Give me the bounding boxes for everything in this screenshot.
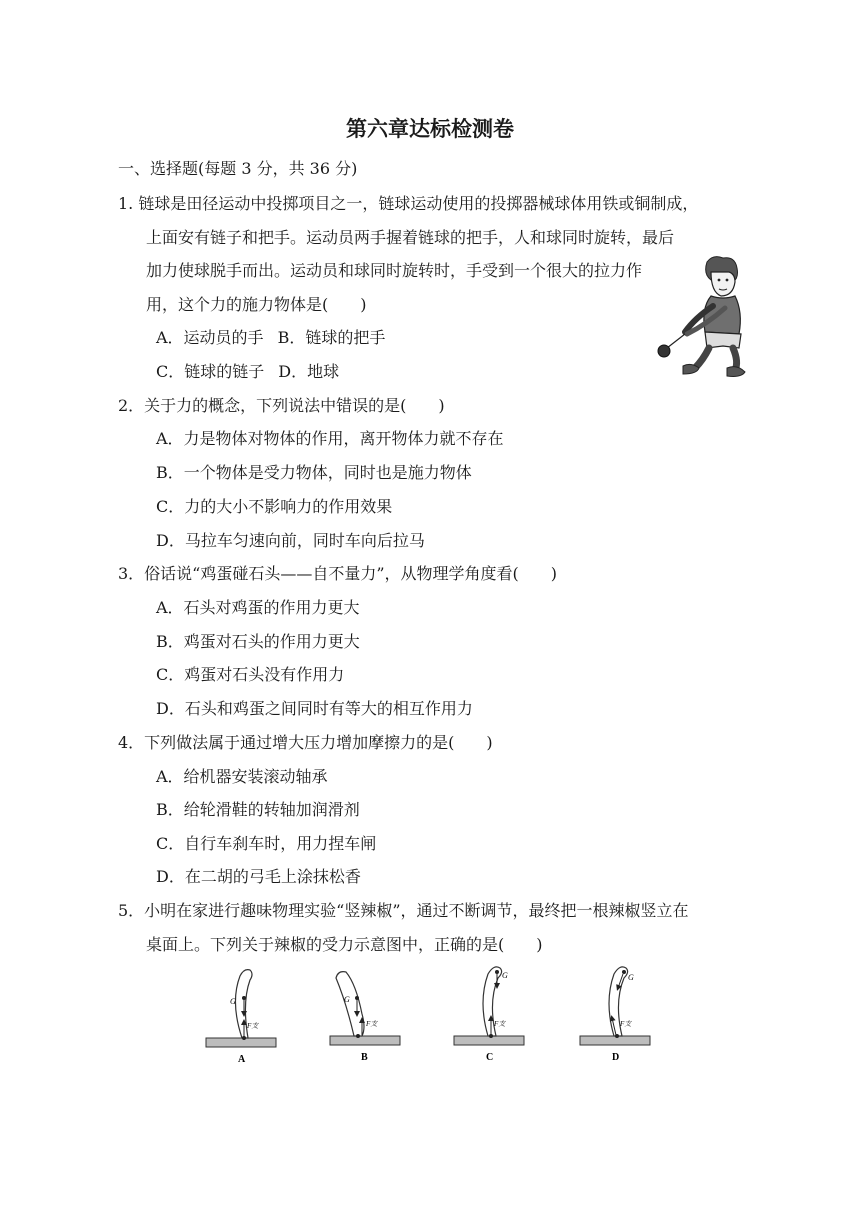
question-1-line-2: 上面安有链子和把手。运动员两手握着链球的把手，人和球同时旋转，最后	[146, 228, 675, 247]
diagram-c-label: C	[486, 1052, 494, 1063]
question-1-option-d: D．地球	[278, 362, 340, 381]
diagram-a-f-label: F支	[247, 1022, 259, 1030]
diagram-a-g-label: G	[230, 997, 236, 1006]
diagram-c	[454, 967, 524, 1063]
question-1-option-c: C．链球的链子	[156, 362, 265, 381]
question-1-options-row-1	[156, 328, 385, 348]
question-1-line-3: 加力使球脱手而出。运动员和球同时旋转时，手受到一个很大的拉力作	[146, 261, 643, 280]
diagram-a	[206, 970, 276, 1065]
question-4-option-a: A．给机器安装滚动轴承	[156, 767, 328, 786]
question-4-option-d: D．在二胡的弓毛上涂抹松香	[156, 867, 361, 886]
question-1-option-a: A．运动员的手	[156, 328, 264, 347]
diagram-a-label: A	[238, 1054, 246, 1065]
question-3-option-d: D．石头和鸡蛋之间同时有等大的相互作用力	[156, 699, 473, 718]
question-2-option-c: C．力的大小不影响力的作用效果	[156, 497, 393, 516]
question-1-line-4: 用，这个力的施力物体是( )	[146, 295, 367, 314]
question-5-line-1: 5．小明在家进行趣味物理实验“竖辣椒”，通过不断调节，最终把一根辣椒竖立在	[118, 901, 689, 920]
diagram-b-f-label: F支	[366, 1020, 378, 1028]
diagram-d-label: D	[612, 1052, 620, 1063]
diagram-d-f-label: F支	[620, 1020, 632, 1028]
question-2-option-d: D．马拉车匀速向前，同时车向后拉马	[156, 531, 425, 550]
question-1-option-b: B．链球的把手	[277, 328, 386, 347]
question-2-option-b: B．一个物体是受力物体，同时也是施力物体	[156, 463, 472, 482]
question-1-options-row-2	[156, 362, 339, 382]
question-2-stem: 2．关于力的概念，下列说法中错误的是( )	[118, 396, 445, 415]
question-3-option-b: B．鸡蛋对石头的作用力更大	[156, 632, 360, 651]
page-title: 第六章达标检测卷	[346, 117, 514, 141]
diagram-c-f-label: F支	[494, 1020, 506, 1028]
diagram-c-g-label: G	[502, 971, 508, 980]
question-3-option-a: A．石头对鸡蛋的作用力更大	[156, 598, 360, 617]
question-5-line-2: 桌面上。下列关于辣椒的受力示意图中，正确的是( )	[146, 935, 543, 954]
question-4-option-c: C．自行车刹车时，用力捏车闸	[156, 834, 377, 853]
diagram-d-g-label: G	[628, 973, 634, 982]
section-heading: 一、选择题(每题 3 分，共 36 分)	[118, 159, 358, 178]
diagram-d	[580, 967, 650, 1063]
diagram-b	[330, 972, 400, 1063]
question-3-stem: 3．俗话说“鸡蛋碰石头——自不量力”，从物理学角度看( )	[118, 564, 558, 583]
question-4-option-b: B．给轮滑鞋的转轴加润滑剂	[156, 800, 360, 819]
question-3-option-c: C．鸡蛋对石头没有作用力	[156, 665, 345, 684]
pepper-force-diagrams-figure	[200, 962, 660, 1072]
question-1-line-1: 1. 链球是田径运动中投掷项目之一，链球运动使用的投掷器械球体用铁或铜制成，	[118, 194, 699, 213]
hammer-thrower-illustration	[655, 252, 750, 382]
question-4-stem: 4．下列做法属于通过增大压力增加摩擦力的是( )	[118, 733, 493, 752]
diagram-b-g-label: G	[344, 995, 350, 1004]
question-2-option-a: A．力是物体对物体的作用，离开物体力就不存在	[156, 429, 504, 448]
diagram-b-label: B	[361, 1052, 368, 1063]
